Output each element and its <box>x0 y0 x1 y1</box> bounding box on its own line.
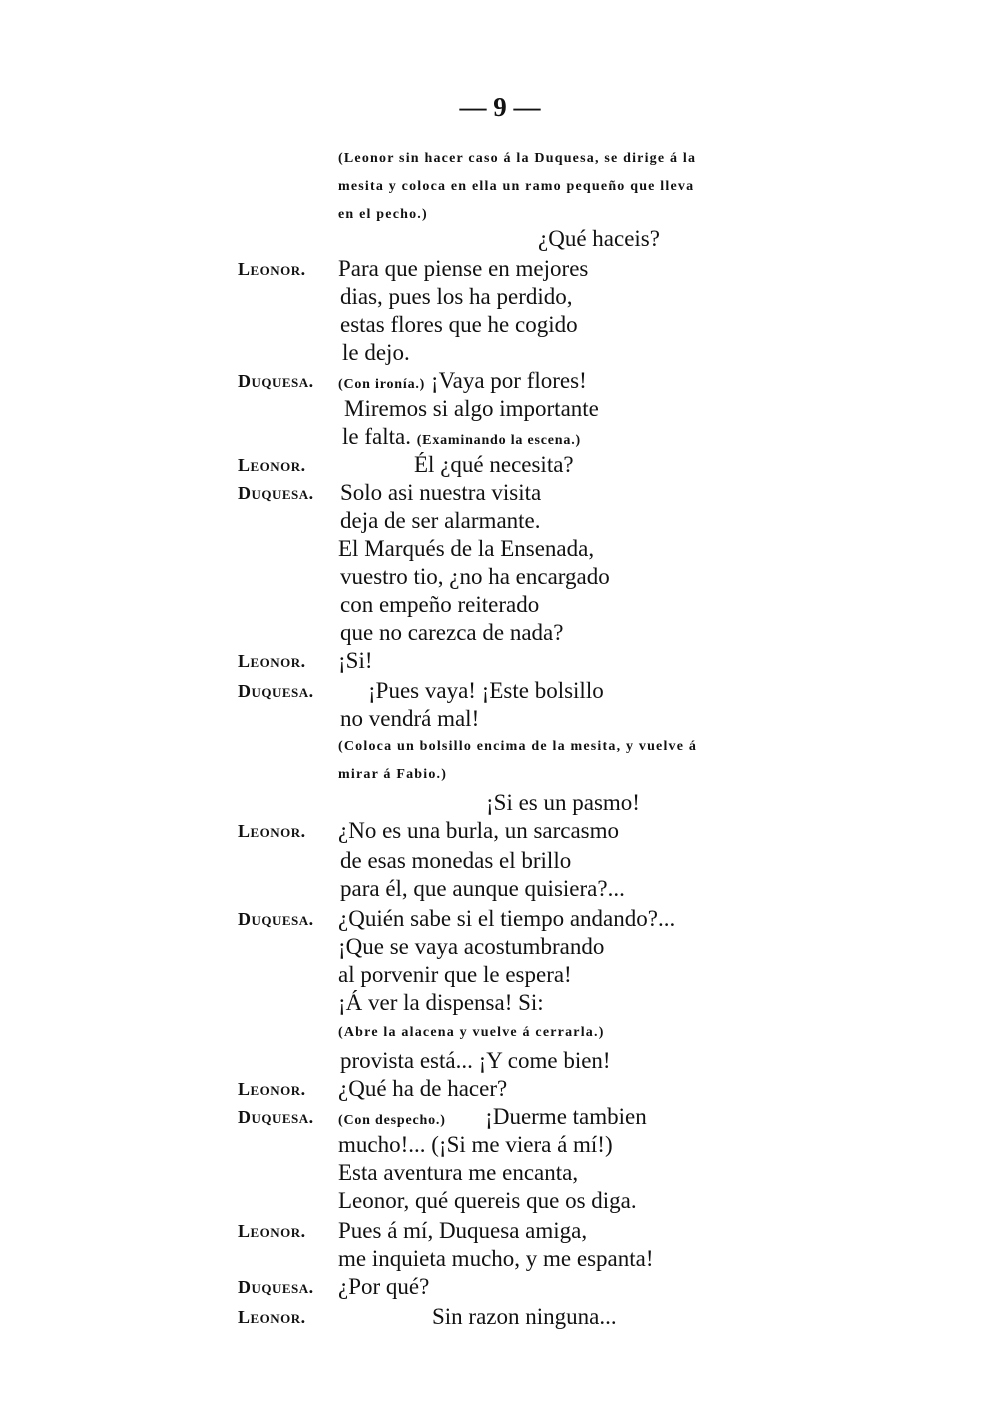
speaker-name: Duquesa. <box>238 909 314 929</box>
verse-line: Él ¿qué necesita? <box>414 452 574 477</box>
verse-line: me inquieta mucho, y me espanta! <box>338 1246 654 1271</box>
verse-line: ¿No es una burla, un sarcasmo <box>338 818 620 843</box>
verse-line: ¡Pues vaya! ¡Este bolsillo <box>368 678 604 703</box>
stage-direction-inline: (Examinando la escena.) <box>416 433 581 448</box>
speaker-name: Leonor. <box>238 821 306 841</box>
verse-line: ¿Quién sabe si el tiempo andando?... <box>338 906 676 931</box>
stage-direction-inline: (Con ironía.) <box>338 377 426 392</box>
verse-line: deja de ser alarmante. <box>340 508 541 533</box>
stage-direction-line: (Leonor sin hacer caso á la Duquesa, se dirige á la <box>338 151 697 166</box>
speaker-name: Leonor. <box>238 1307 306 1327</box>
verse-line: ¡Que se vaya acostumbrando <box>338 934 605 959</box>
verse-line: dias, pues los ha perdido, <box>340 284 573 309</box>
verse-line: El Marqués de la Ensenada, <box>338 536 595 561</box>
stage-direction-line: en el pecho.) <box>338 207 428 222</box>
verse-line: Pues á mí, Duquesa amiga, <box>338 1218 588 1243</box>
verse-line: Solo asi nuestra visita <box>340 480 542 505</box>
stage-direction-line: (Coloca un bolsillo encima de la mesita, y vuelve á <box>338 739 698 754</box>
verse-line: Leonor, qué quereis que os diga. <box>338 1188 637 1213</box>
stage-direction-line: mirar á Fabio.) <box>338 767 448 782</box>
verse-line: le dejo. <box>342 340 410 365</box>
speaker-name: Duquesa. <box>238 371 314 391</box>
verse-line: que no carezca de nada? <box>340 620 564 645</box>
verse-line: con empeño reiterado <box>340 592 540 617</box>
verse-line: Esta aventura me encanta, <box>338 1160 579 1185</box>
verse-line: ¿Por qué? <box>338 1274 430 1299</box>
speaker-name: Duquesa. <box>238 483 314 503</box>
verse-line: ¡Á ver la dispensa! Si: <box>338 990 544 1015</box>
verse-line: estas flores que he cogido <box>340 312 578 337</box>
verse-text: ¡Duerme tambien <box>485 1104 647 1129</box>
verse-line: Sin razon ninguna... <box>432 1304 617 1329</box>
verse-line: Para que piense en mejores <box>338 256 589 281</box>
speaker-name: Leonor. <box>238 455 306 475</box>
verse-line: ¿Qué ha de hacer? <box>338 1076 508 1101</box>
speaker-name: Leonor. <box>238 651 306 671</box>
speaker-name: Duquesa. <box>238 1277 314 1297</box>
verse-line: ¿Qué haceis? <box>538 226 660 251</box>
verse-line: para él, que aunque quisiera?... <box>340 876 625 901</box>
verse-line: ¡Si! <box>338 648 373 673</box>
verse-text: ¡Vaya por flores! <box>430 368 587 393</box>
page-number: — 9 — <box>459 92 541 122</box>
verse-line: mucho!... (¡Si me viera á mí!) <box>338 1132 613 1157</box>
speaker-name: Leonor. <box>238 1221 306 1241</box>
stage-direction-inline: (Con despecho.) <box>338 1113 446 1128</box>
verse-line: provista está... ¡Y come bien! <box>340 1048 611 1073</box>
speaker-name: Duquesa. <box>238 1107 314 1127</box>
verse-line: de esas monedas el brillo <box>340 848 572 873</box>
speaker-name: Duquesa. <box>238 681 314 701</box>
speaker-name: Leonor. <box>238 1079 306 1099</box>
verse-text: le falta. <box>342 424 411 449</box>
verse-line: vuestro tio, ¿no ha encargado <box>340 564 610 589</box>
stage-direction-line: mesita y coloca en ella un ramo pequeño que lleva <box>338 179 695 194</box>
verse-line: al porvenir que le espera! <box>338 962 572 987</box>
stage-direction-line: (Abre la alacena y vuelve á cerrarla.) <box>338 1025 605 1040</box>
verse-line: no vendrá mal! <box>340 706 480 731</box>
speaker-name: Leonor. <box>238 259 306 279</box>
verse-line: Miremos si algo importante <box>344 396 599 421</box>
verse-line: ¡Si es un pasmo! <box>486 790 640 815</box>
